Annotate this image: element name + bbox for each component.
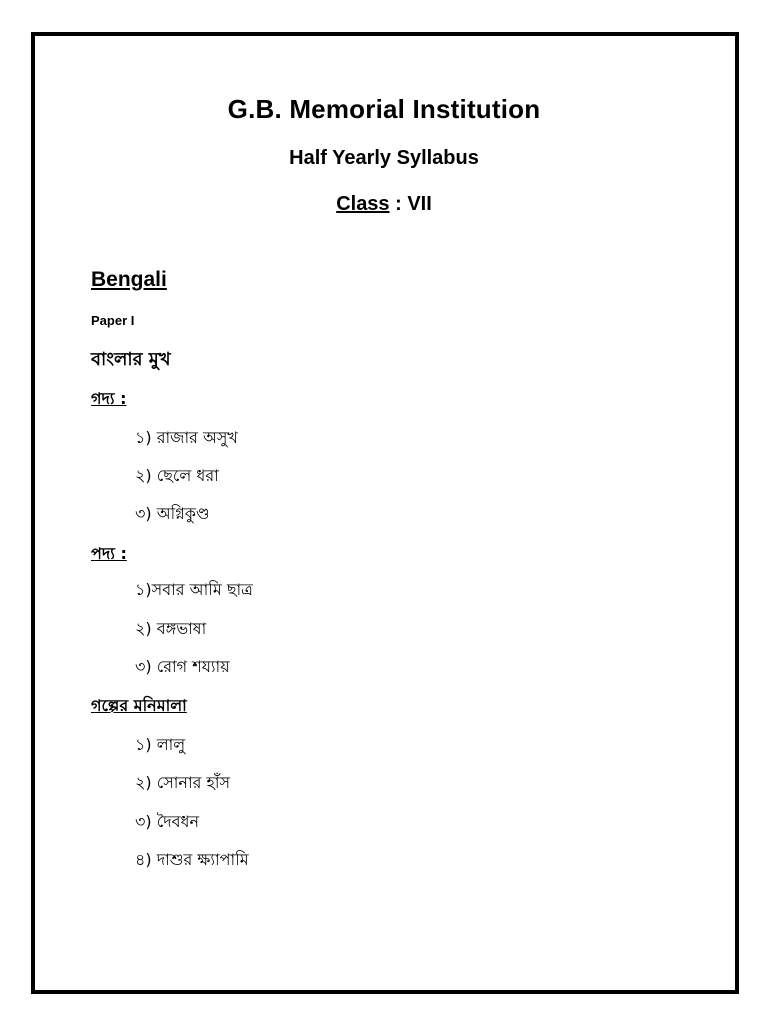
- list-item: ২) ছেলে ধরা: [135, 466, 219, 485]
- class-separator: :: [389, 193, 408, 215]
- section-heading-poetry: পদ্য :: [91, 544, 127, 563]
- paper-label: Paper I: [91, 313, 135, 328]
- school-name: G.B. Memorial Institution: [227, 94, 541, 124]
- book-title: বাংলার মুখ: [91, 349, 171, 370]
- list-item: ৩) অগ্নিকুণ্ড: [135, 504, 210, 523]
- list-item: ১) লালু: [135, 735, 186, 754]
- class-label: Class: [336, 193, 390, 215]
- list-item: ২) বঙ্গভাষা: [135, 619, 207, 638]
- list-item: ১)সবার আমি ছাত্র: [135, 580, 253, 599]
- class-line: [0, 193, 768, 216]
- exam-title: Half Yearly Syllabus: [289, 147, 479, 169]
- section-heading-stories: গল্পের মনিমালা: [91, 696, 187, 715]
- section-heading-prose: গদ্য :: [91, 389, 127, 408]
- list-item: ৪) দাশুর ক্ষ্যাপামি: [135, 850, 249, 869]
- subject-heading: Bengali: [91, 268, 167, 291]
- list-item: ৩) দৈবধন: [135, 812, 200, 831]
- class-value: VII: [407, 193, 432, 215]
- list-item: ৩) রোগ শয্যায়: [135, 657, 230, 676]
- list-item: ২) সোনার হাঁস: [135, 773, 231, 792]
- list-item: ১) রাজার অসুখ: [135, 428, 238, 447]
